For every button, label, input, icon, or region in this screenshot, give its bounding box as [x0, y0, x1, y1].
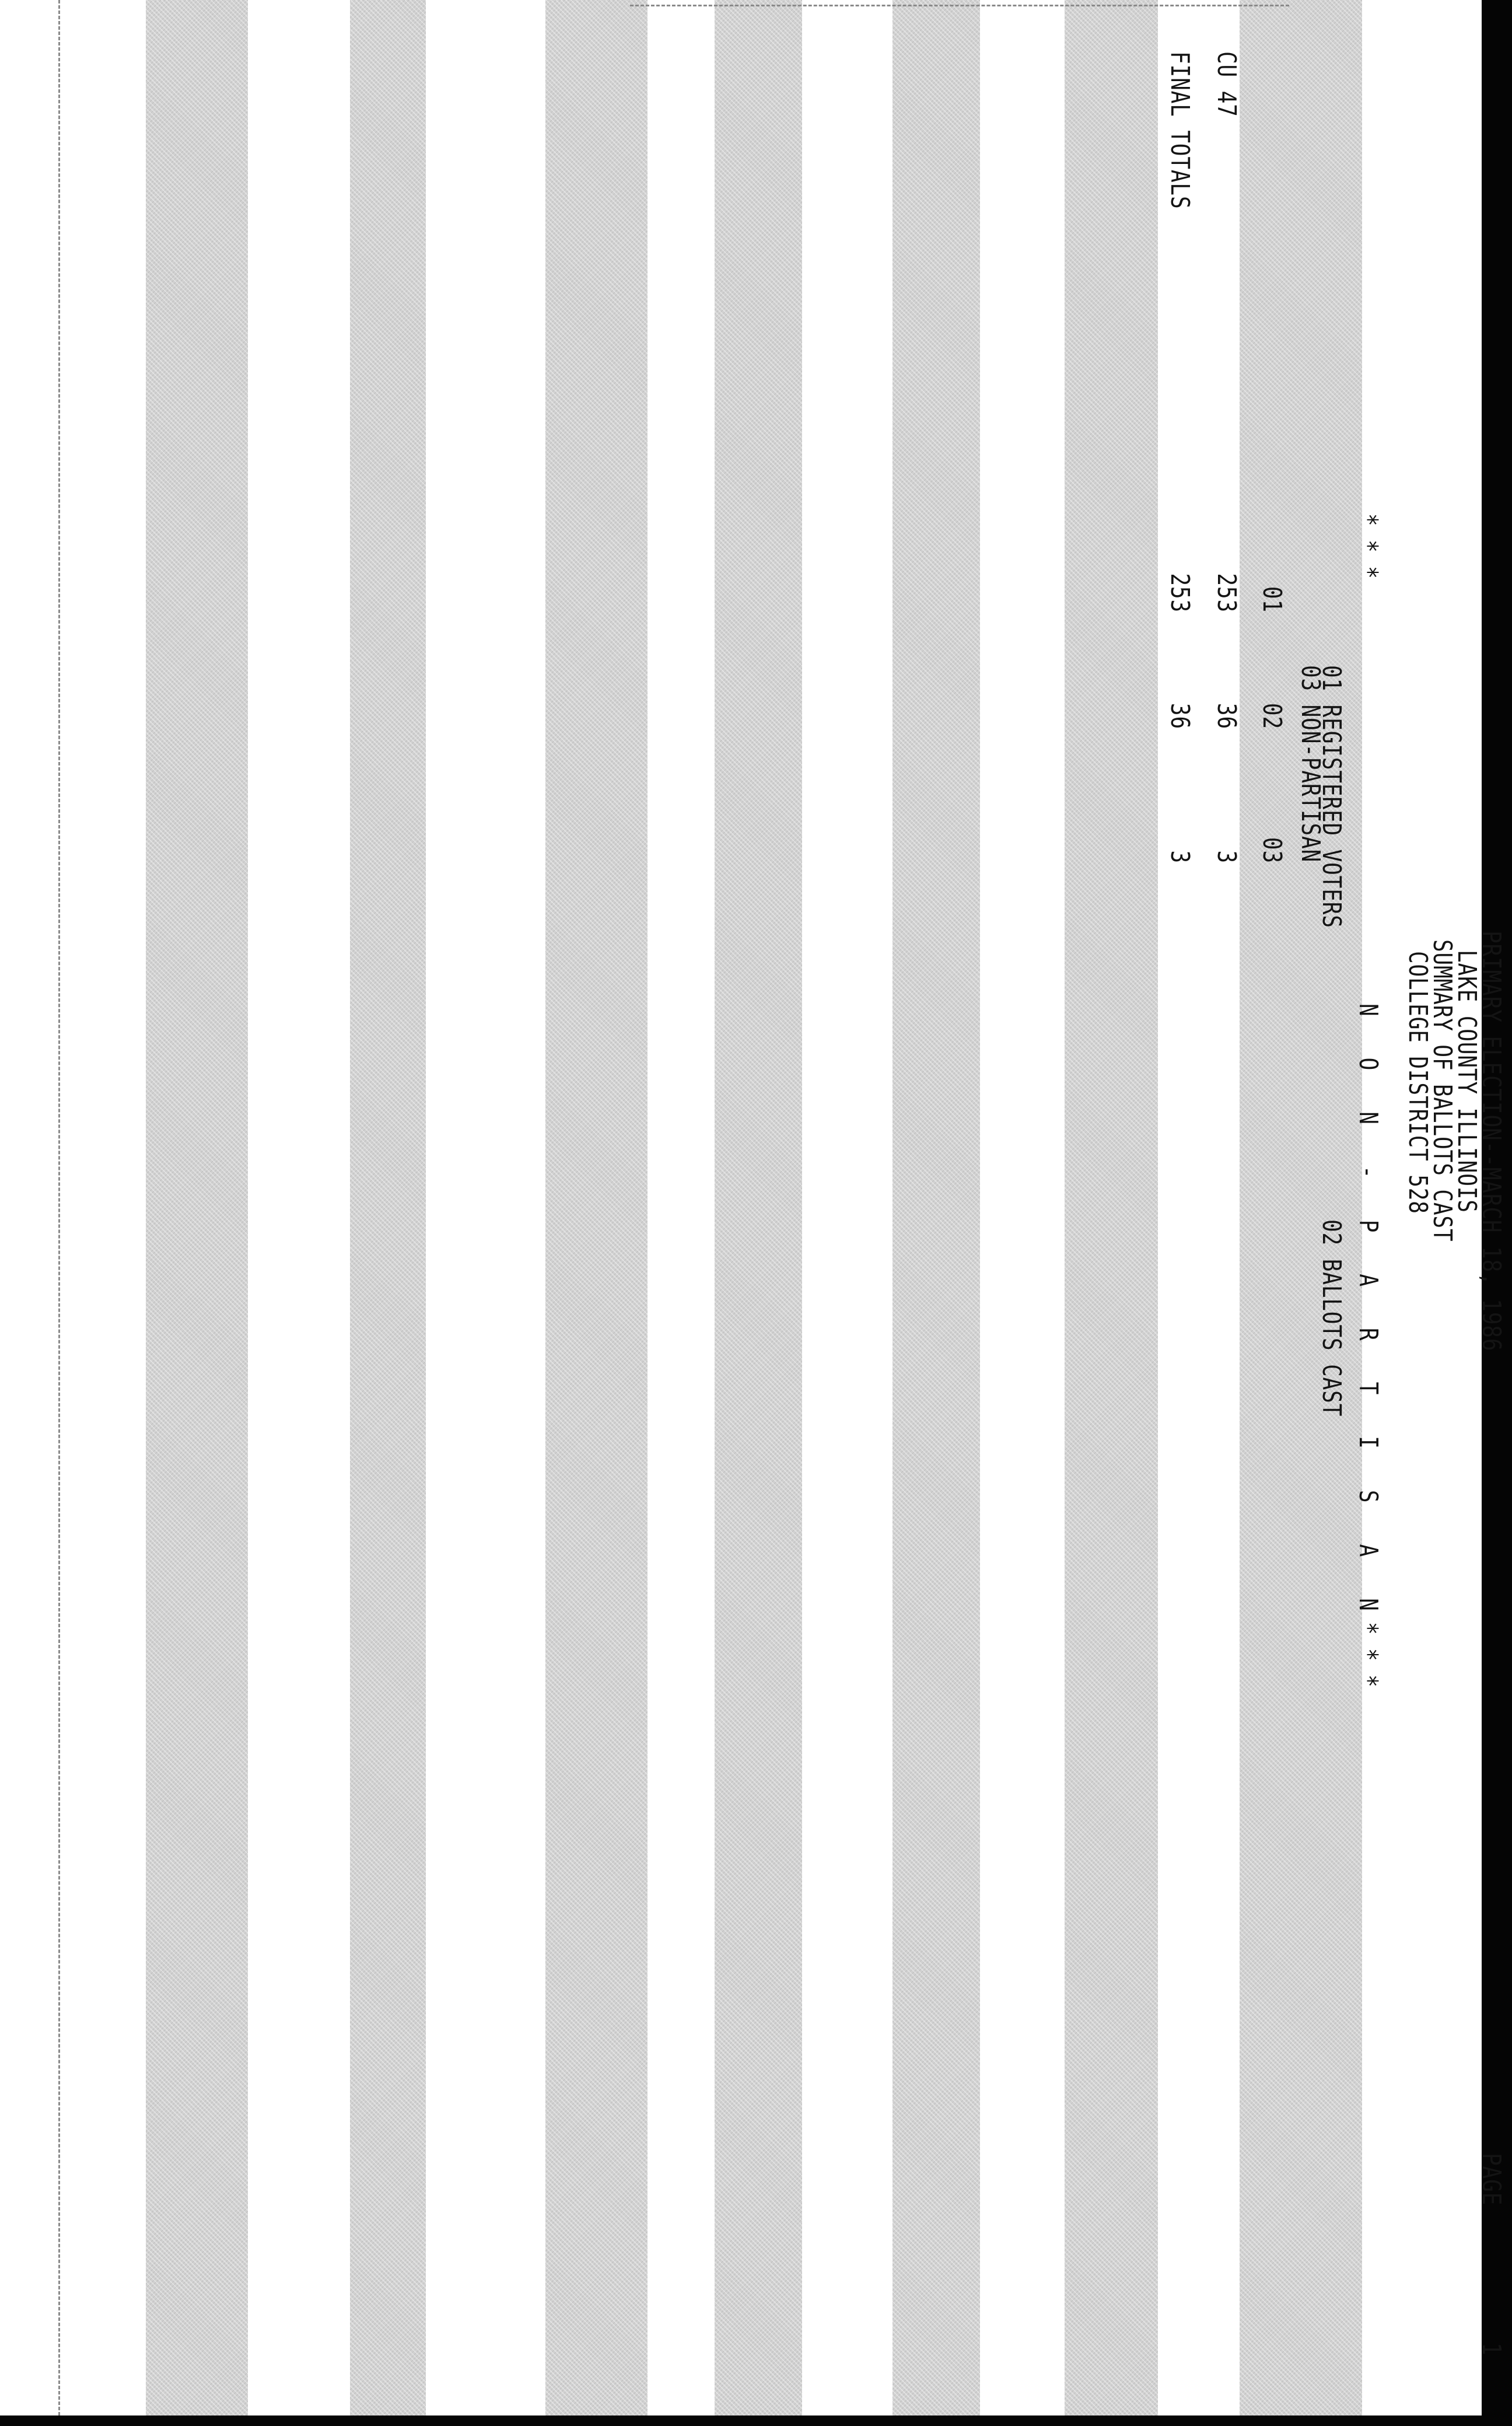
- legend-registered-voters: 01 REGISTERED VOTERS: [1317, 665, 1346, 928]
- table-cell: 3: [1212, 850, 1241, 864]
- legend-ballots-cast: 02 BALLOTS CAST: [1317, 1219, 1346, 1417]
- report-title: PRIMARY ELECTION--MARCH 18, 1986: [1476, 931, 1506, 1352]
- row-label: CU 47: [1212, 51, 1241, 117]
- report-county: LAKE COUNTY ILLINOIS: [1452, 950, 1482, 1213]
- column-header: 03: [1257, 837, 1287, 864]
- row-label: FINAL TOTALS: [1165, 51, 1195, 209]
- table-cell: 36: [1165, 702, 1195, 729]
- report-subtitle: SUMMARY OF BALLOTS CAST: [1427, 939, 1457, 1242]
- table-cell: 36: [1212, 702, 1241, 729]
- table-cell: 253: [1165, 573, 1195, 613]
- table-cell: 253: [1212, 573, 1241, 613]
- legend-non-partisan: 03 NON-PARTISAN: [1296, 665, 1325, 863]
- page-number: 1: [1476, 2343, 1506, 2356]
- section-stars-right: * * *: [1353, 1622, 1383, 1688]
- report-district: COLLEGE DISTRICT 528: [1403, 951, 1433, 1214]
- column-header: 01: [1257, 586, 1287, 613]
- section-heading: N O N - P A R T I S A N: [1353, 1004, 1383, 1626]
- column-header: 02: [1257, 702, 1287, 729]
- table-cell: 3: [1165, 850, 1195, 864]
- page-label: PAGE: [1476, 2153, 1506, 2206]
- section-stars-left: * * *: [1353, 513, 1383, 579]
